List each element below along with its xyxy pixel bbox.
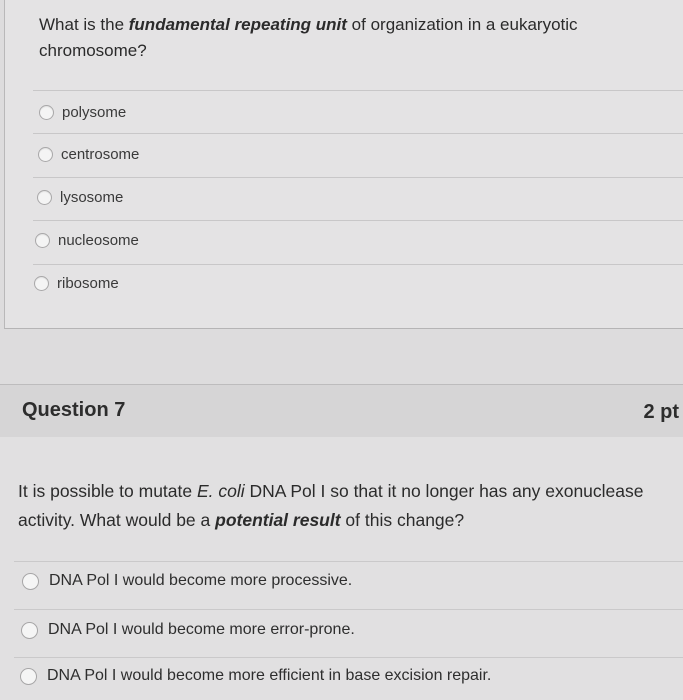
divider xyxy=(14,561,683,562)
divider xyxy=(14,609,683,610)
radio-button-icon[interactable] xyxy=(20,668,37,685)
question-7-body xyxy=(0,437,683,700)
divider xyxy=(33,264,683,265)
option-label: nucleosome xyxy=(58,232,139,249)
question-title: Question 7 xyxy=(22,399,126,421)
option-centrosome[interactable] xyxy=(38,146,139,163)
option-label: centrosome xyxy=(61,146,140,163)
question-6-text-suffix: of organization in a eukaryotic chromosome? xyxy=(39,15,578,60)
divider xyxy=(33,133,683,134)
question-7-text-part3: of this change? xyxy=(340,510,465,530)
option-label: DNA Pol I would become more processive. xyxy=(49,572,353,589)
radio-button-icon[interactable] xyxy=(21,622,38,639)
option-lysosome[interactable] xyxy=(37,189,123,206)
question-6-text-emphasis: fundamental repeating unit xyxy=(128,15,347,34)
question-7-header xyxy=(0,384,683,438)
option-label: ribosome xyxy=(57,275,119,292)
question-7-text-italic: E. coli xyxy=(196,481,245,501)
divider xyxy=(33,220,683,221)
option-more-efficient-ber[interactable] xyxy=(20,667,491,685)
question-7-text-part2: DNA Pol I so that it no longer has any exonuclease activity. What would be a xyxy=(18,481,644,530)
option-label: DNA Pol I would become more efficient in base excision repair. xyxy=(47,667,492,684)
question-6-card xyxy=(4,0,683,329)
radio-button-icon[interactable] xyxy=(39,105,54,120)
option-label: DNA Pol I would become more error-prone. xyxy=(48,621,355,638)
radio-button-icon[interactable] xyxy=(37,190,52,205)
radio-button-icon[interactable] xyxy=(35,233,50,248)
divider xyxy=(14,657,683,658)
radio-button-icon[interactable] xyxy=(34,276,49,291)
option-more-error-prone[interactable] xyxy=(21,621,355,639)
radio-button-icon[interactable] xyxy=(22,573,39,590)
divider xyxy=(33,90,683,91)
divider xyxy=(33,177,683,178)
question-7-text-part1: It is possible to mutate xyxy=(18,481,197,501)
option-nucleosome[interactable] xyxy=(35,232,139,249)
option-polysome[interactable] xyxy=(39,104,126,121)
question-7-text xyxy=(18,477,658,535)
question-7-text-emphasis: potential result xyxy=(215,510,341,530)
option-ribosome[interactable] xyxy=(34,275,119,292)
option-more-processive[interactable] xyxy=(22,572,352,590)
question-6-text-prefix: What is the xyxy=(39,15,129,34)
option-label: polysome xyxy=(62,104,127,121)
question-points: 2 pt xyxy=(643,401,679,423)
question-6-text xyxy=(39,12,649,64)
radio-button-icon[interactable] xyxy=(38,147,53,162)
option-label: lysosome xyxy=(60,189,124,206)
